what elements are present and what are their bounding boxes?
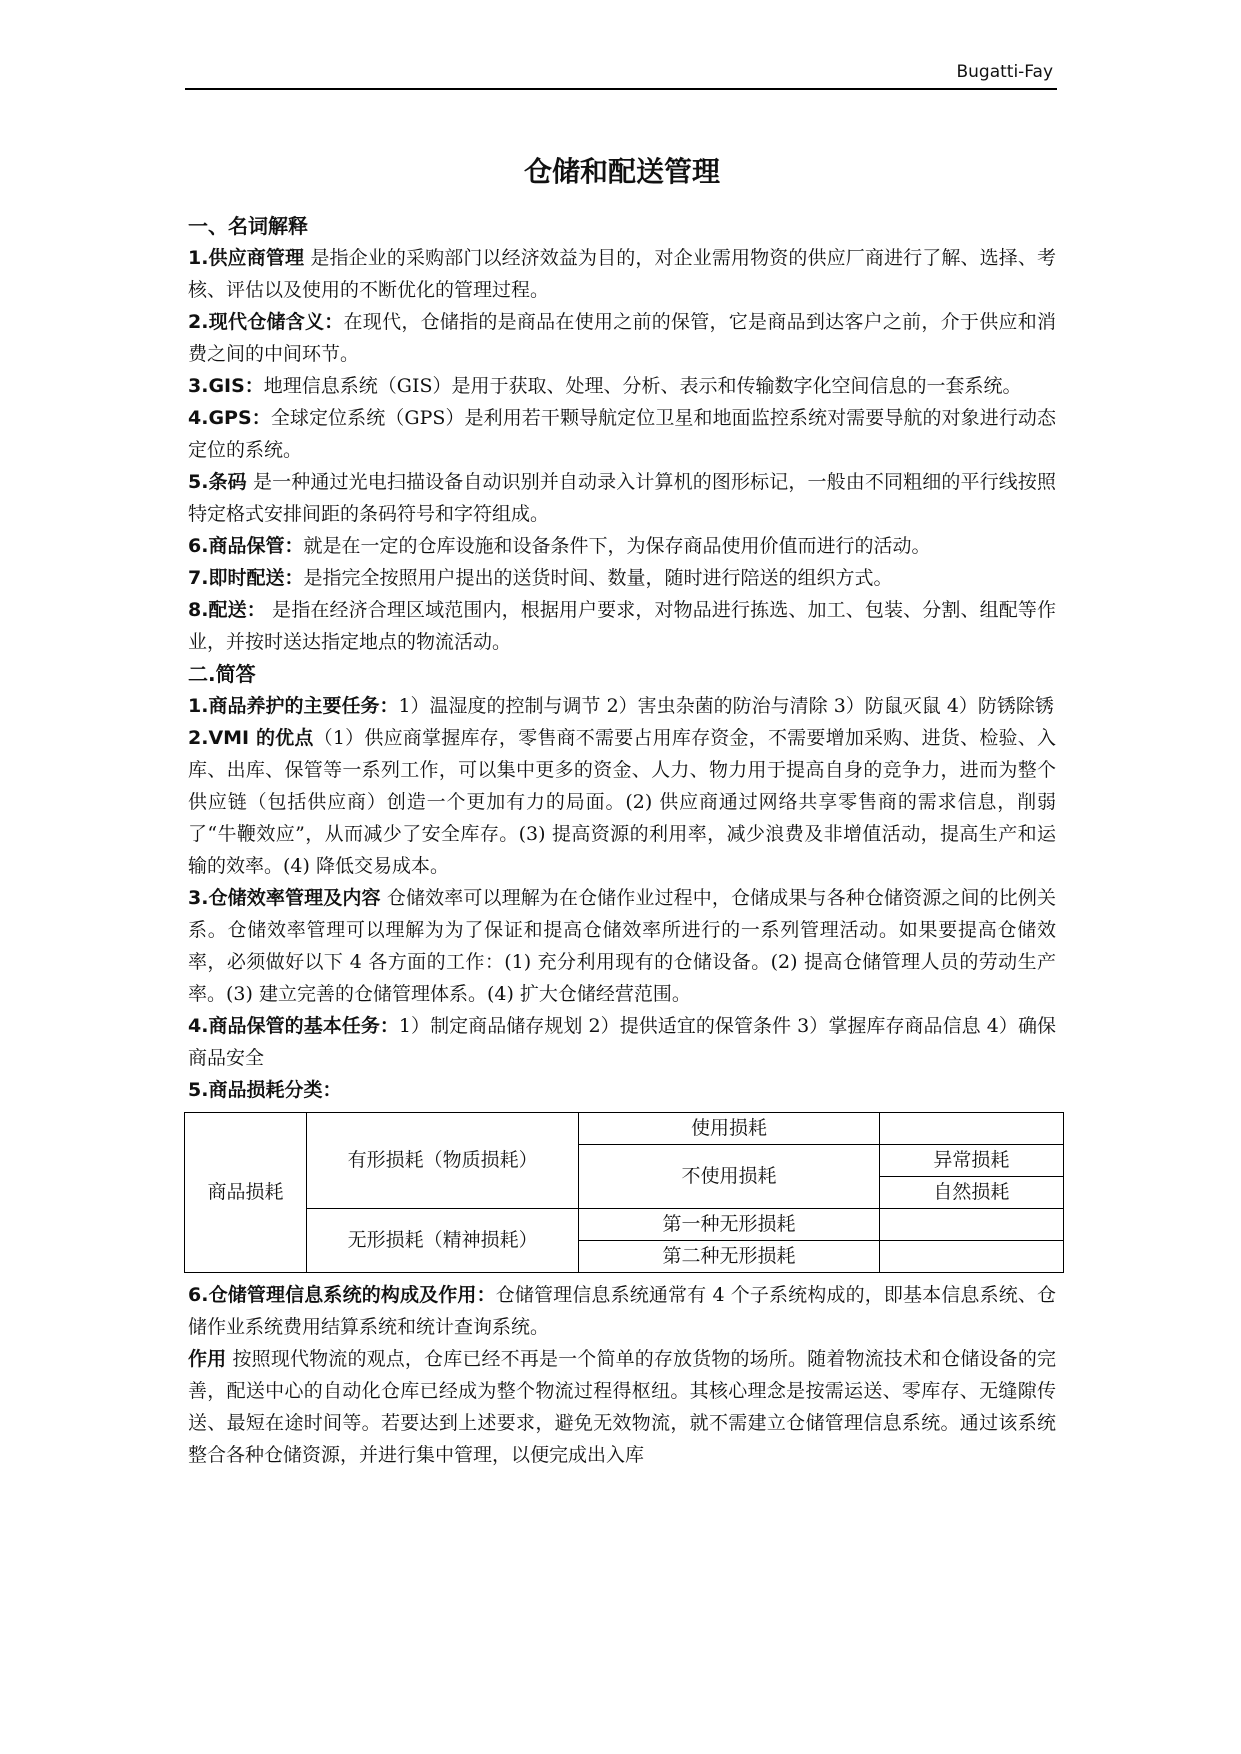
answer-item: 作用 按照现代物流的观点，仓库已经不再是一个简单的存放货物的场所。随着物流技术和仓储设备的完善，配送中心的自动化仓库已经成为整个物流过程得枢纽。其核心理念是按需运送、零库存、无缝隙传送、最短在途时间等。若要达到上述要求，避免无效物流，就不需建立仓储管理信息系统。通过该系统整合各种仓储资源，并进行集中管理，以便完成出入库 [188,1348,1056,1466]
definition-item: 1.供应商管理 是指企业的采购部门以经济效益为目的，对企业需用物资的供应厂商进行了解、选择、考核、评估以及使用的不断优化的管理过程。 [188,247,1056,301]
loss-classification-table [184,1112,1064,1273]
table-cell-abnormal: 异常损耗 [879,1145,1063,1177]
table-cell-first-intangible: 第一种无形损耗 [579,1209,880,1241]
definition-item: 3.GIS：地理信息系统（GIS）是用于获取、处理、分析、表示和传输数字化空间信息的一套系统。 [188,375,1022,397]
section-heading-definitions: 一、名词解释 [188,214,308,238]
answer-item: 4.商品保管的基本任务：1）制定商品储存规划 2）提供适宜的保管条件 3）掌握库存商品信息 4）确保商品安全 [188,1015,1056,1069]
table-cell-empty [879,1209,1063,1241]
answer-item: 2.VMI 的优点（1）供应商掌握库存，零售商不需要占用库存资金，不需要增加采购、进货、检验、入库、出库、保管等一系列工作，可以集中更多的资金、人力、物力用于提高自身的竞争力，进而为整个供应链（包括供应商）创造一个更加有力的局面。(2) 供应商通过网络共享零售商的需求信息，削弱了“牛鞭效应”，从而减少了安全库存。(3) 提高资源的利用率，减少浪费及非增值活动，提高生产和运输的效率。(4) 降低交易成本。 [188,727,1056,877]
header-author: Bugatti-Fay [956,62,1053,82]
table-cell-natural: 自然损耗 [879,1177,1063,1209]
table-cell-non-use-loss: 不使用损耗 [579,1145,880,1209]
document-body [188,150,1056,1471]
answer-item: 6.仓储管理信息系统的构成及作用：仓储管理信息系统通常有 4 个子系统构成的，即基本信息系统、仓储作业系统费用结算系统和统计查询系统。 [188,1284,1056,1338]
table-cell-use-loss: 使用损耗 [579,1113,880,1145]
answer-item: 1.商品养护的主要任务：1）温湿度的控制与调节 2）害虫杂菌的防治与清除 3）防鼠灭鼠 4）防锈除锈 [188,695,1054,717]
definition-item: 5.条码 是一种通过光电扫描设备自动识别并自动录入计算机的图形标记，一般由不同粗细的平行线按照特定格式安排间距的条码符号和字符组成。 [188,471,1056,525]
answer-item: 5.商品损耗分类： [188,1079,342,1101]
table-cell-empty [879,1113,1063,1145]
definition-item: 6.商品保管：就是在一定的仓库设施和设备条件下，为保存商品使用价值而进行的活动。 [188,535,931,557]
table-cell-intangible: 无形损耗（精神损耗） [307,1209,579,1273]
definition-item: 4.GPS：全球定位系统（GPS）是利用若干颗导航定位卫星和地面监控系统对需要导航的对象进行动态定位的系统。 [188,407,1056,461]
definition-item: 7.即时配送：是指完全按照用户提出的送货时间、数量，随时进行陪送的组织方式。 [188,567,893,589]
section-heading-short-answers: 二.简答 [188,662,256,686]
document-title: 仓储和配送管理 [523,155,720,188]
page-header [185,58,1057,90]
definition-item: 2.现代仓储含义：在现代，仓储指的是商品在使用之前的保管，它是商品到达客户之前，介于供应和消费之间的中间环节。 [188,311,1056,365]
answer-item: 3.仓储效率管理及内容 仓储效率可以理解为在仓储作业过程中，仓储成果与各种仓储资源之间的比例关系。仓储效率管理可以理解为为了保证和提高仓储效率所进行的一系列管理活动。如果要提高仓储效率，必须做好以下 4 各方面的工作：(1) 充分利用现有的仓储设备。(2) 提高仓储管理人员的劳动生产率。(3) 建立完善的仓储管理体系。(4) 扩大仓储经营范围。 [188,887,1056,1005]
definition-item: 8.配送： 是指在经济合理区域范围内，根据用户要求，对物品进行拣选、加工、包装、分割、组配等作业，并按时送达指定地点的物流活动。 [188,599,1056,653]
table-cell-empty [879,1241,1063,1273]
table-cell-tangible: 有形损耗（物质损耗） [307,1113,579,1209]
table-cell-second-intangible: 第二种无形损耗 [579,1241,880,1273]
table-cell-root: 商品损耗 [185,1113,307,1273]
